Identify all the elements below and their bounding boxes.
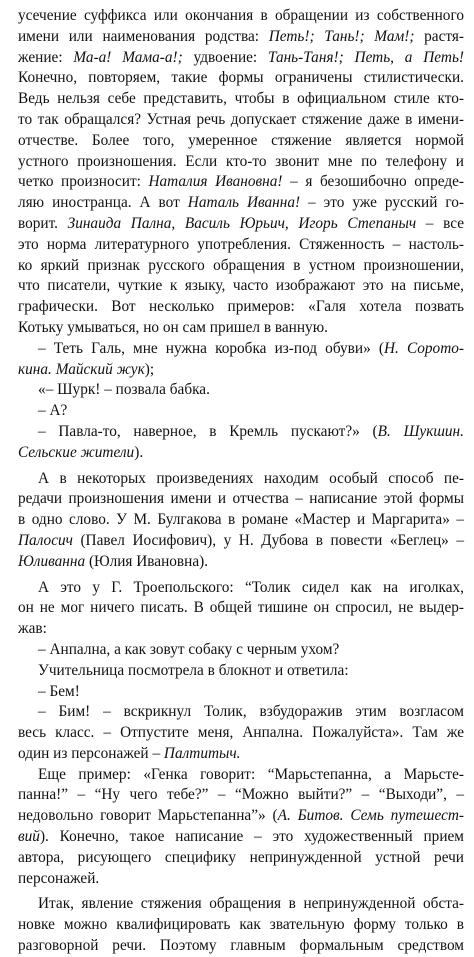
italic-text: Тань-Таня!; Петь, а Петь!	[267, 48, 464, 66]
text-segment: Учительница посмотрела в блокнот и ответила:	[38, 661, 349, 679]
text-segment: в одно слово. У М. Булгакова в романе «Мастер и Маргарита» –	[18, 511, 464, 529]
italic-text: Ма-а! Мама-а!;	[73, 48, 183, 66]
text-line	[18, 443, 464, 464]
text-line	[18, 619, 464, 640]
text-segment: Конечно, повторяем, такие формы ограничены стилистически.	[18, 69, 464, 87]
text-line	[18, 598, 464, 619]
text-line	[18, 936, 464, 957]
text-line	[18, 68, 464, 89]
book-page	[18, 6, 464, 957]
text-line	[18, 214, 464, 235]
text-line	[18, 723, 464, 744]
text-segment: это норма литературного употребления. Стяженность – настоль-	[18, 235, 464, 253]
text-segment: – А?	[38, 402, 68, 420]
text-line	[18, 640, 464, 661]
text-segment: – это уже русский го-	[300, 194, 464, 212]
text-line	[18, 827, 464, 848]
text-segment: ). Конечно, такое написание – это художественный прием	[39, 828, 464, 846]
text-segment: – Анпална, а как зовут собаку с черным ухом?	[38, 640, 340, 658]
text-segment: );	[144, 360, 155, 378]
text-segment: ).	[134, 443, 144, 461]
text-segment: – Бем!	[38, 682, 80, 700]
text-segment: (Юлия Ивановна).	[85, 552, 209, 570]
text-line	[18, 702, 464, 723]
text-line	[18, 27, 464, 48]
text-segment: имени или наименования родства:	[18, 27, 269, 45]
text-segment: А это у Г. Троепольского: “Толик сидел как на иголках,	[38, 578, 464, 596]
text-line	[18, 661, 464, 682]
text-line	[18, 915, 464, 936]
text-segment: ко яркий признак русского обращения в устном произношении,	[18, 256, 464, 274]
text-line	[18, 765, 464, 786]
italic-text: Зинаида Пална, Василь Юрьич, Игорь Степаныч	[67, 214, 417, 232]
italic-text: кина. Майский жук	[18, 360, 145, 378]
text-line	[18, 489, 464, 510]
italic-text: Сельские жители	[18, 443, 135, 461]
text-line	[18, 380, 464, 401]
text-segment: жав:	[18, 620, 47, 638]
text-line	[18, 578, 464, 599]
italic-text: Палосич	[18, 531, 73, 549]
text-segment: растя-	[414, 27, 464, 45]
italic-text: вий	[18, 828, 40, 846]
text-segment: «– Шурк! – позвала бабка.	[38, 381, 210, 399]
text-segment: новке можно квалифицировать как звательную форму только в	[18, 916, 464, 934]
italic-text: В. Шукшин.	[377, 422, 464, 440]
text-segment: недовольно говорит Марьстепанна”» (	[18, 807, 278, 825]
text-line	[18, 339, 464, 360]
text-line	[18, 894, 464, 915]
text-segment: весь класс. – Отпустите меня, Анпална. Пожалуйста». Там же	[18, 724, 464, 742]
text-line	[18, 806, 464, 827]
text-segment: что писатели, чуткие к языку, часто изображают это на письме,	[18, 277, 464, 295]
text-segment: ляю иностранца. А вот	[18, 194, 188, 212]
text-line	[18, 172, 464, 193]
text-line	[18, 682, 464, 703]
text-line	[18, 848, 464, 869]
text-line	[18, 469, 464, 490]
text-segment: удвоение:	[182, 48, 268, 66]
text-segment: графически. Вот несколько примеров: «Галя хотела позвать	[18, 298, 464, 316]
text-line	[18, 6, 464, 27]
text-line	[18, 256, 464, 277]
text-segment: то так обращался? Устная речь допускает стяжение даже в имени-	[18, 110, 464, 128]
text-segment: устного произношения. Если кто-то звонит мне по телефону и	[18, 152, 464, 170]
text-segment: усечение суффикса или окончания в обращении из собственного	[18, 7, 464, 24]
italic-text: Наталия Ивановна!	[148, 173, 283, 191]
text-line	[18, 131, 464, 152]
text-line	[18, 89, 464, 110]
text-segment: – Теть Галь, мне нужна коробка из-под обуви» (	[38, 339, 384, 357]
text-line	[18, 401, 464, 422]
italic-text: А. Битов. Семь путешест-	[277, 807, 464, 825]
text-line	[18, 193, 464, 214]
italic-text: Наталь Иванна!	[187, 194, 301, 212]
text-segment: Итак, явление стяжения обращения в непринужденной обста-	[38, 895, 464, 913]
text-line	[18, 276, 464, 297]
text-line	[18, 744, 464, 765]
text-line	[18, 235, 464, 256]
italic-text: Палтитыч.	[163, 744, 241, 762]
text-segment: Ведь нельзя себе представить, чтобы в официальном стиле кто-	[18, 90, 464, 108]
text-line	[18, 152, 464, 173]
text-line	[18, 785, 464, 806]
text-segment: ворит.	[18, 214, 68, 232]
text-segment: – Павла-то, наверное, в Кремль пускают?» (	[38, 422, 378, 440]
text-line	[18, 110, 464, 131]
italic-text: Петь!; Тань!; Мам!;	[268, 27, 415, 45]
text-segment: – все	[416, 214, 464, 232]
text-segment: – Бим! – вскрикнул Толик, взбудоражив этим возгласом	[38, 703, 464, 721]
text-segment: редачи произношения имени и отчества – написание этой формы	[18, 490, 464, 508]
body-text	[18, 6, 464, 957]
italic-text: Юливанна	[18, 552, 86, 570]
text-line	[18, 318, 464, 339]
text-segment: А в некоторых произведениях находим особый способ пе-	[38, 469, 464, 487]
text-segment: Котьку умываться, но он сам пришел в ванную.	[18, 318, 328, 336]
text-line	[18, 48, 464, 69]
text-line	[18, 422, 464, 443]
text-segment: Еще пример: «Генка говорит: “Марьстепанна, а Марьсте-	[38, 765, 464, 783]
text-line	[18, 297, 464, 318]
text-segment: он не мог ничего писать. В общей тишине он спросил, не выдер-	[18, 599, 464, 617]
italic-text: Н. Сорото-	[383, 339, 464, 357]
text-segment: персонажей.	[18, 869, 100, 887]
text-line	[18, 510, 464, 531]
text-segment: четко произносит:	[18, 173, 149, 191]
text-segment: один из персонажей –	[18, 744, 164, 762]
text-segment: жение:	[18, 48, 74, 66]
text-segment: разговорной речи. Поэтому главным формальным средством	[18, 937, 464, 955]
text-segment: отчестве. Более того, умеренное стяжение является нормой	[18, 131, 464, 149]
text-line	[18, 869, 464, 890]
text-segment: (Павел Иосифович), у Н. Дубова в повести «Беглец» –	[72, 531, 464, 549]
text-segment: автора, рисующего специфику непринужденной устной речи	[18, 848, 464, 866]
text-line	[18, 552, 464, 573]
text-line	[18, 360, 464, 381]
text-segment: – я безошибочно опреде-	[282, 173, 464, 191]
text-segment: панна!” – “Ну чего тебе?” – “Можно выйти?” – “Выходи”, –	[18, 786, 464, 804]
text-line	[18, 531, 464, 552]
